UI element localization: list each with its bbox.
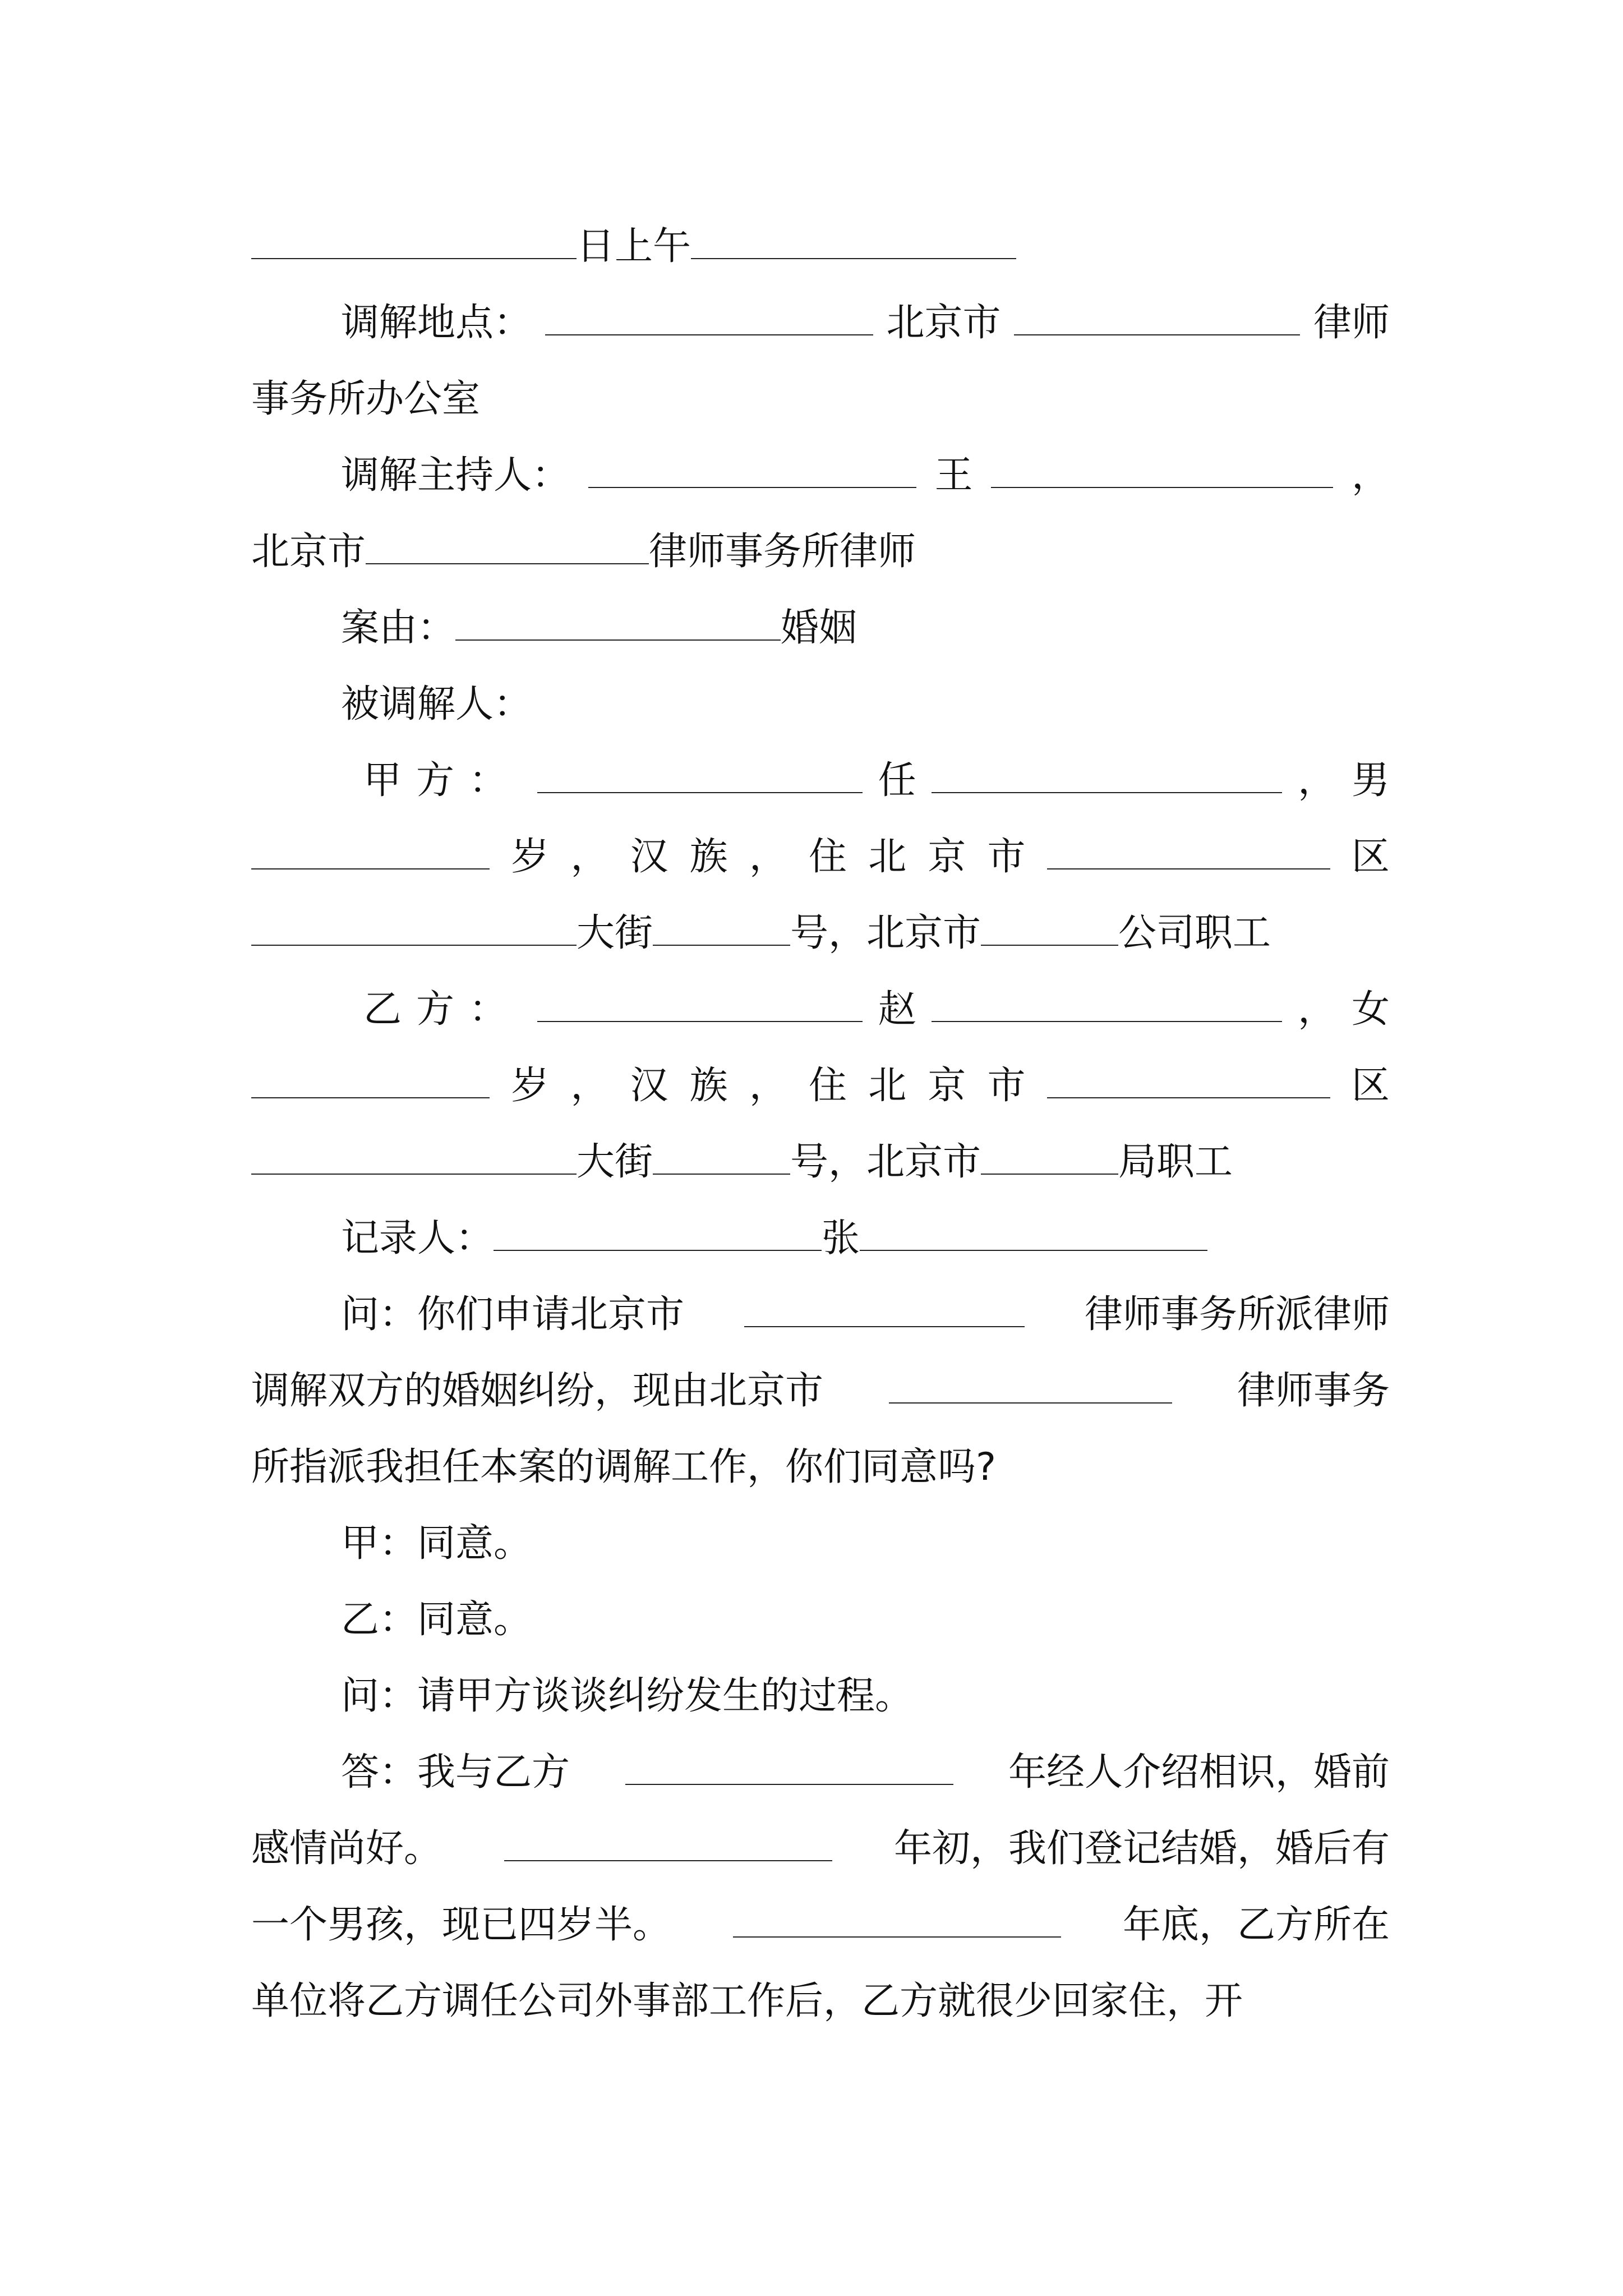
line-answer-3 <box>251 1898 1390 1952</box>
party-a-label: 甲方： <box>363 758 522 803</box>
employer-text: 局职工 <box>1118 1140 1233 1184</box>
blank-field <box>1047 834 1330 869</box>
blank-field <box>251 223 577 259</box>
blank-field <box>537 757 863 793</box>
punct: ， <box>570 1064 609 1108</box>
question-text: 所指派我担任本案的调解工作，你们同意吗? <box>251 1445 997 1489</box>
line-q2 <box>341 1669 1390 1723</box>
line-location <box>341 296 1390 350</box>
blank-field <box>588 452 916 488</box>
question-text: 调解双方的婚姻纠纷，现由北京市 <box>251 1369 824 1413</box>
employer-text: 公司职工 <box>1118 911 1271 955</box>
number-text: 号，北京市 <box>790 911 981 955</box>
blank-field <box>653 910 790 946</box>
line-party-b-address <box>251 1059 1390 1113</box>
char: 住 <box>809 1064 847 1108</box>
line-q1 <box>341 1288 1390 1342</box>
punct: ， <box>1351 453 1390 498</box>
char: 京 <box>928 835 966 879</box>
line-party-b-work <box>251 1135 1390 1189</box>
blank-field <box>932 757 1282 793</box>
line-location-cont <box>251 372 1390 426</box>
char: 北 <box>868 835 907 879</box>
blank-field <box>733 1902 1061 1938</box>
blank-field <box>537 986 863 1022</box>
blank-field <box>545 300 873 335</box>
street-text: 大街 <box>577 911 653 955</box>
line-mediator-firm <box>251 525 1390 579</box>
line-answer-1 <box>341 1746 1390 1800</box>
blank-field <box>981 910 1118 946</box>
punct: ， <box>749 1064 787 1108</box>
char: 族 <box>689 1064 728 1108</box>
location-office: 事务所办公室 <box>251 377 481 421</box>
line-q1-end <box>251 1441 1390 1494</box>
blank-field <box>251 1139 577 1175</box>
blank-field <box>691 223 1016 259</box>
question-text: 问：你们申请北京市 <box>341 1292 685 1337</box>
char: 市 <box>987 1064 1026 1108</box>
char: 族 <box>689 835 728 879</box>
blank-field <box>1014 300 1300 335</box>
blank-field <box>251 834 490 869</box>
line-recorder <box>341 1212 1390 1266</box>
number-text: 号，北京市 <box>790 1140 981 1184</box>
line-party-b <box>363 983 1390 1037</box>
line-party-a <box>363 754 1390 808</box>
answer-text-cont: 年经人介绍相识，婚前 <box>1008 1750 1390 1795</box>
location-city: 北京市 <box>886 301 1001 345</box>
line-answer-2 <box>251 1822 1390 1876</box>
answer-text-cont: 年初，我们登记结婚，婚后有 <box>893 1826 1390 1871</box>
punct: ， <box>1298 758 1336 803</box>
parties-label: 被调解人： <box>341 682 532 726</box>
cause-label: 案由： <box>341 606 456 650</box>
blank-field <box>366 528 649 564</box>
line-answer-a <box>341 1517 1390 1571</box>
blank-field <box>494 1215 822 1251</box>
punct: ， <box>570 835 609 879</box>
char: 岁 <box>511 1064 550 1108</box>
char: 市 <box>987 835 1026 879</box>
street-text: 大街 <box>577 1140 653 1184</box>
blank-field <box>653 1139 790 1175</box>
blank-field <box>455 605 781 641</box>
location-label: 调解地点： <box>341 301 532 345</box>
line-answer-b <box>341 1593 1390 1647</box>
question-text-cont: 律师事务 <box>1237 1369 1390 1413</box>
blank-field <box>860 1215 1207 1251</box>
char: 区 <box>1351 1064 1390 1108</box>
question-text-cont: 律师事务所派律师 <box>1084 1292 1390 1337</box>
party-a-sex: 男 <box>1351 758 1390 803</box>
blank-field <box>991 452 1333 488</box>
blank-field <box>504 1825 832 1861</box>
answer-text: 单位将乙方调任公司外事部工作后，乙方就很少回家住，开 <box>251 1979 1243 2023</box>
blank-field <box>932 986 1282 1022</box>
line-cause <box>341 601 1390 655</box>
mediator-name: 王 <box>934 453 973 498</box>
blank-field <box>744 1291 1025 1327</box>
mediator-label: 调解主持人： <box>341 453 570 498</box>
cause-value: 婚姻 <box>781 606 857 650</box>
blank-field <box>251 1062 490 1098</box>
blank-field <box>625 1749 953 1785</box>
char: 汉 <box>630 835 668 879</box>
mediator-city: 北京市 <box>251 530 366 574</box>
recorder-label: 记录人： <box>341 1216 494 1260</box>
party-b-sex: 女 <box>1351 987 1390 1032</box>
char: 京 <box>928 1064 966 1108</box>
line-mediator <box>341 449 1390 503</box>
location-suffix: 律师 <box>1313 301 1390 345</box>
recorder-name: 张 <box>822 1216 860 1260</box>
answer-text-cont: 年底，乙方所在 <box>1122 1903 1390 1947</box>
answer-text: 感情尚好。 <box>251 1826 442 1871</box>
line-answer-4 <box>251 1975 1390 2028</box>
char: 住 <box>809 835 847 879</box>
punct: ， <box>749 835 787 879</box>
line-party-a-work <box>251 907 1390 960</box>
party-a-name: 任 <box>878 758 916 803</box>
char: 北 <box>868 1064 907 1108</box>
date-text: 日上午 <box>577 224 691 269</box>
punct: ， <box>1298 987 1336 1032</box>
answer-text: 甲：同意。 <box>341 1521 532 1566</box>
mediator-title: 律师事务所律师 <box>649 530 916 574</box>
line-party-a-address <box>251 830 1390 884</box>
blank-field <box>1047 1062 1330 1098</box>
blank-field <box>251 910 577 946</box>
char: 汉 <box>630 1064 668 1108</box>
line-parties-label <box>341 678 1390 731</box>
party-b-label: 乙方： <box>363 987 522 1032</box>
blank-field <box>889 1368 1172 1404</box>
line-date <box>251 220 1390 274</box>
party-b-name: 赵 <box>878 987 916 1032</box>
answer-text: 一个男孩，现已四岁半。 <box>251 1903 671 1947</box>
answer-text: 乙：同意。 <box>341 1598 532 1642</box>
blank-field <box>981 1139 1118 1175</box>
char: 区 <box>1351 835 1390 879</box>
question-text: 问：请甲方谈谈纠纷发生的过程。 <box>341 1674 914 1718</box>
answer-text: 答：我与乙方 <box>341 1750 570 1795</box>
char: 岁 <box>511 835 550 879</box>
line-q1-cont <box>251 1364 1390 1418</box>
